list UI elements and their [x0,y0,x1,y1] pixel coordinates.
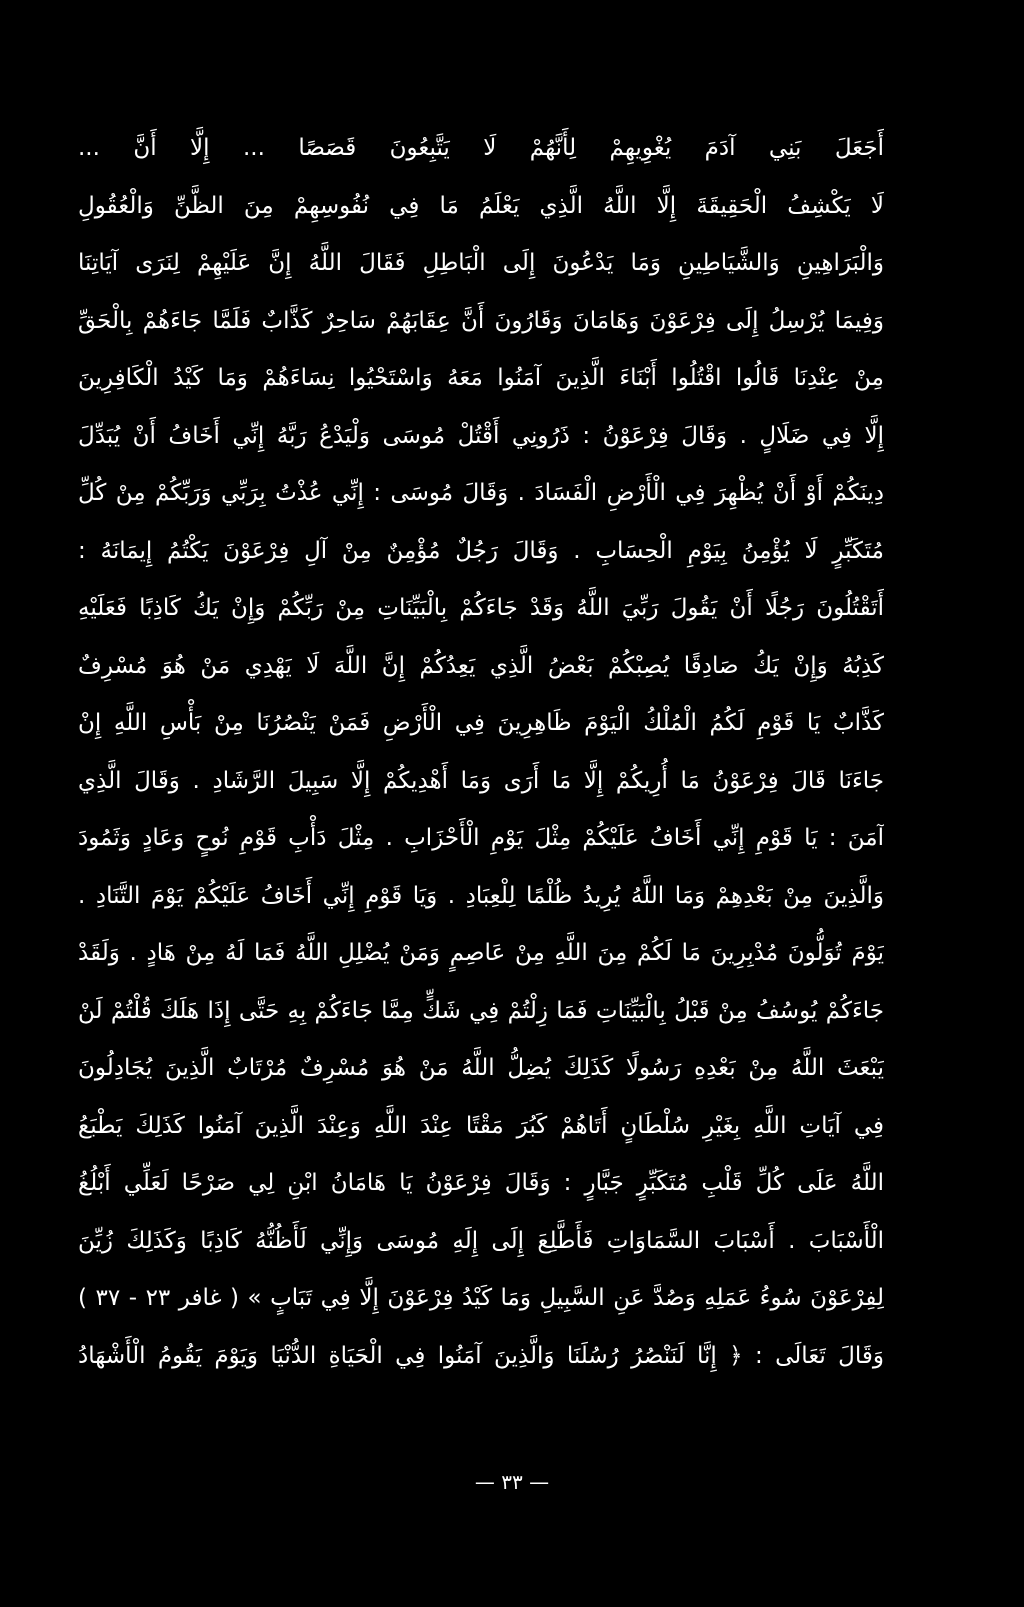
text-line: فِي آيَاتِ اللَّهِ بِغَيْرِ سُلْطَانٍ أَتَاهُمْ كَبُرَ مَقْتًا عِنْدَ اللَّهِ وَعِنْدَ الَّذِينَ آمَنُوا كَذَلِكَ يَطْبَعُ [78,1112,884,1139]
text-line: جَاءَكُمْ يُوسُفُ مِنْ قَبْلُ بِالْبَيِّنَاتِ فَمَا زِلْتُمْ فِي شَكٍّ مِمَّا جَاءَكُمْ بِهِ حَتَّى إِذَا هَلَكَ قُلْتُمْ لَنْ [78,997,884,1024]
text-line: أَجَعَلَ بَنِي آدَمَ يُغْوِيهِمْ لِأَنَّهُمْ لَا يَتَّبِعُونَ قَصَصًا ... إِلَّا أَنَّ ... [78,135,884,161]
text-line: وَالَّذِينَ مِنْ بَعْدِهِمْ وَمَا اللَّهُ يُرِيدُ ظُلْمًا لِلْعِبَادِ . وَيَا قَوْمِ إِنِّي أَخَافُ عَلَيْكُمْ يَوْمَ التَّنَادِ . [78,882,884,909]
text-line: لَا يَكْشِفُ الْحَقِيقَةَ إِلَّا اللَّهُ الَّذِي يَعْلَمُ مَا فِي نُفُوسِهِمْ مِنَ الظَّنِّ وَالْعُقُولِ [78,192,884,219]
text-line: أَتَقْتُلُونَ رَجُلًا أَنْ يَقُولَ رَبِّيَ اللَّهُ وَقَدْ جَاءَكُمْ بِالْبَيِّنَاتِ مِنْ رَبِّكُمْ وَإِنْ يَكُ كَاذِبًا فَعَلَيْهِ [78,595,884,621]
text-line: يَوْمَ تُوَلُّونَ مُدْبِرِينَ مَا لَكُمْ مِنَ اللَّهِ مِنْ عَاصِمٍ وَمَنْ يُضْلِلِ اللَّهُ فَمَا لَهُ مِنْ هَادٍ . وَلَقَدْ [78,940,884,966]
text-line: مِنْ عِنْدِنَا قَالُوا اقْتُلُوا أَبْنَاءَ الَّذِينَ آمَنُوا مَعَهُ وَاسْتَحْيُوا نِسَاءَهُمْ وَمَا كَيْدُ الْكَافِرِينَ [78,365,884,391]
text-line: إِلَّا فِي ضَلَالٍ . وَقَالَ فِرْعَوْنُ : ذَرُونِي أَقْتُلْ مُوسَى وَلْيَدْعُ رَبَّهُ إِنِّي أَخَافُ أَنْ يُبَدِّلَ [78,422,884,449]
text-line: جَاءَنَا قَالَ فِرْعَوْنُ مَا أُرِيكُمْ إِلَّا مَا أَرَى وَمَا أَهْدِيكُمْ إِلَّا سَبِيلَ الرَّشَادِ . وَقَالَ الَّذِي [78,767,884,794]
text-line: مُتَكَبِّرٍ لَا يُؤْمِنُ بِيَوْمِ الْحِسَابِ . وَقَالَ رَجُلٌ مُؤْمِنٌ مِنْ آلِ فِرْعَوْنَ يَكْتُمُ إِيمَانَهُ : [78,537,884,564]
arabic-text-block [78,120,884,1385]
text-line: يَبْعَثَ اللَّهُ مِنْ بَعْدِهِ رَسُولًا كَذَلِكَ يُضِلُّ اللَّهُ مَنْ هُوَ مُسْرِفٌ مُرْتَابٌ الَّذِينَ يُجَادِلُونَ [78,1055,884,1081]
text-line: آمَنَ : يَا قَوْمِ إِنِّي أَخَافُ عَلَيْكُمْ مِثْلَ يَوْمِ الْأَحْزَابِ . مِثْلَ دَأْبِ قَوْمِ نُوحٍ وَعَادٍ وَثَمُودَ [78,825,884,851]
text-line: دِينَكُمْ أَوْ أَنْ يُظْهِرَ فِي الْأَرْضِ الْفَسَادَ . وَقَالَ مُوسَى : إِنِّي عُذْتُ بِرَبِّي وَرَبِّكُمْ مِنْ كُلِّ [78,480,884,506]
text-line: لِفِرْعَوْنَ سُوءُ عَمَلِهِ وَصُدَّ عَنِ السَّبِيلِ وَمَا كَيْدُ فِرْعَوْنَ إِلَّا فِي تَبَابٍ » ( غافر ٢٣ - ٣٧ ) [78,1285,884,1311]
text-line: وَقَالَ تَعَالَى : ﴿ إِنَّا لَنَنْصُرُ رُسُلَنَا وَالَّذِينَ آمَنُوا فِي الْحَيَاةِ الدُّنْيَا وَيَوْمَ يَقُومُ الْأَشْهَادُ [78,1342,884,1369]
text-line: كَذَّابٌ يَا قَوْمِ لَكُمُ الْمُلْكُ الْيَوْمَ ظَاهِرِينَ فِي الْأَرْضِ فَمَنْ يَنْصُرُنَا مِنْ بَأْسِ اللَّهِ إِنْ [78,710,884,736]
text-line: وَفِيمَا يُرْسِلُ إِلَى فِرْعَوْنَ وَهَامَانَ وَقَارُونَ أَنَّ عِقَابَهُمْ سَاحِرٌ كَذَّابٌ فَلَمَّا جَاءَهُمْ بِالْحَقِّ [78,307,884,334]
text-line: اللَّهُ عَلَى كُلِّ قَلْبِ مُتَكَبِّرٍ جَبَّارٍ : وَقَالَ فِرْعَوْنُ يَا هَامَانُ ابْنِ لِي صَرْحًا لَعَلِّي أَبْلُغُ [78,1170,884,1196]
text-line: وَالْبَرَاهِينِ وَالشَّيَاطِينِ وَمَا يَدْعُونَ إِلَى الْبَاطِلِ فَقَالَ اللَّهُ إِنَّ عَلَيْهِمْ لِنَرَى آيَاتِنَا [78,250,884,276]
text-line: الْأَسْبَابَ . أَسْبَابَ السَّمَاوَاتِ فَأَطَّلِعَ إِلَى إِلَهِ مُوسَى وَإِنِّي لَأَظُنُّهُ كَاذِبًا وَكَذَلِكَ زُيِّنَ [78,1227,884,1254]
text-line: كَذِبُهُ وَإِنْ يَكُ صَادِقًا يُصِبْكُمْ بَعْضُ الَّذِي يَعِدُكُمْ إِنَّ اللَّهَ لَا يَهْدِي مَنْ هُوَ مُسْرِفٌ [78,652,884,679]
page-number: — ٣٣ — [474,1470,550,1494]
